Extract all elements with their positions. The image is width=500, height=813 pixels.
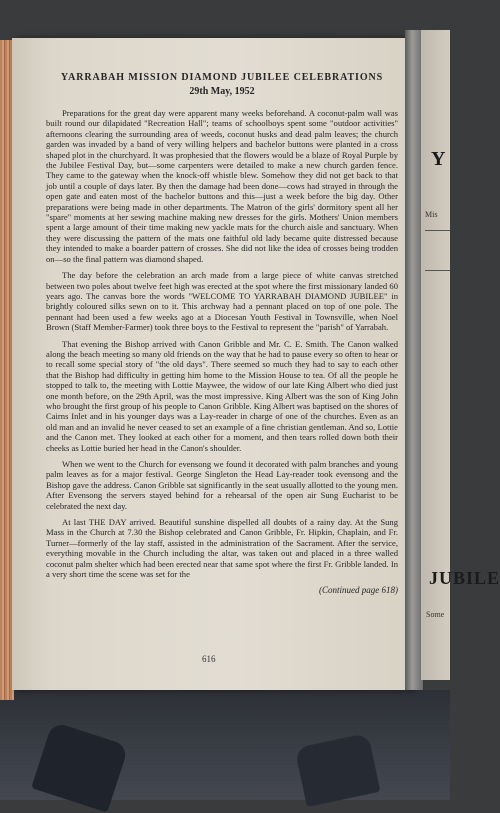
book-page — [12, 38, 412, 690]
article-paragraph: The day before the celebration an arch made from a large piece of white canvas stretched between two poles about twelve feet high was erected at the spot where the first missionary landed 60 years ago. The canvas bore the words "WELCOME TO YARRABAH DIAMOND JUBILEE" in brightly coloured silks sewn on to it. This archway had a pennant placed on top of one pole. The pennant had been used a few weeks ago at a Diocesan Youth Festival in Townsville, when Noel Brown (Staff Member-Farmer) took three boys to the Festival to represent the "parish" of Yarrabah. — [46, 270, 398, 333]
continued-note: (Continued page 618) — [319, 585, 398, 596]
article-date: 29th May, 1952 — [189, 86, 255, 97]
facing-page-heading: JUBILE — [429, 568, 500, 588]
facing-page-rule — [425, 270, 450, 271]
article — [46, 72, 398, 596]
article-paragraph: That evening the Bishop arrived with Canon Gribble and Mr. C. E. Smith. The Canon walked along the beach meeting so many old friends on the way that he had to pause every so often to hear or to recall some special story of "the old days". There seemed so much they had to say to each other that the Bishop had difficulty in getting him home to the Mission House to tea. Of all the people he stopped to talk to, the meeting with Lottie Maywee, the widow of our late King Albert who died just one month before, on the 29th April, was the most impressive. King Albert was the son of King John who brought the first group of his people to Canon Gribble. King Albert was baptised on the shores of Cairns Inlet and in his younger days was a Lay-reader in charge of one of the churches. Even as an old man and an invalid he never ceased to set an example of a fine christian gentleman. And so, Lottie and the Canon met. They looked at each other for a moment, and then tears rolled down both their cheeks as Lottie buried her head in the Canon's shoulder. — [46, 338, 398, 453]
article-title: YARRABAH MISSION DIAMOND JUBILEE CELEBRATIONS — [60, 72, 384, 83]
article-paragraph: When we went to the Church for evensong we found it decorated with palm branches and young palm leaves as for a major festival. George Singleton the Head Lay-reader took evensong and the Bishop gave the address. Canon Gribble sat significantly in the seat usually allotted to the young men. After Evensong the servers stayed behind for a rehearsal of the open air Sung Eucharist to be celebrated the next day. — [46, 459, 398, 511]
facing-page-word: Mis — [425, 210, 438, 219]
facing-page — [421, 30, 500, 680]
facing-page-text: Some — [426, 610, 445, 619]
article-paragraph: At last THE DAY arrived. Beautiful sunshine dispelled all doubts of a rainy day. At the Sung Mass in the Church at 7.30 the Bishop celebrated and Canon Gribble, Fr. Hipkin, Chaplain, and Fr. Turner—formerly of the lay staff, assisted in the administration of the Sacrament. After the service, everything movable in the Church including the altar, was taken out and placed in a three walled coconut palm shelter which had been erected near that same spot where the first Fr. Gribble landed. In a very short time the scene was set for the — [46, 517, 398, 580]
facing-page-letter: Y — [431, 148, 446, 170]
page-number: 616 — [202, 654, 216, 664]
article-paragraph: Preparations for the great day were apparent many weeks beforehand. A coconut-palm wall was built round our dilapidated "Recreation Hall"; teams of schoolboys spent some "outdoor activities" afternoons clearing the surrounding area of weeds, coconut husks and dead palm leaves; the church garden was invaded by a band of very willing helpers and bachelor buttons were planted in a cross shaped plot in the churchyard. It was prophesied that the flowers would be a blaze of Royal Purple by the Jubilee Festival Day, but—some carpenters were detailed to make a new church garden fence. They came to the gateway when the knock-off whistle blew. Somehow they did not get back to that job until a couple of days later. By then the damage had been done—cows had strayed in through the open gate and eaten most of the bachelor buttons and this—just a week before the big day. Other preparations were being made in other departments. The Matron of the girls' dormitory spent all her "spare" moments at her sewing machine making new dresses for the girls. Mothers' Union members spent a large amount of their time making new yackle mats for the church aisle and sanctuary. When they were discussing the pattern of the mats one faithful old lady became quite distressed because they intended to make a boarder pattern of crosses. She did not like the idea of crosses being trodden on—so the final pattern was diamond shaped. — [46, 108, 398, 264]
facing-page-rule — [425, 230, 450, 231]
